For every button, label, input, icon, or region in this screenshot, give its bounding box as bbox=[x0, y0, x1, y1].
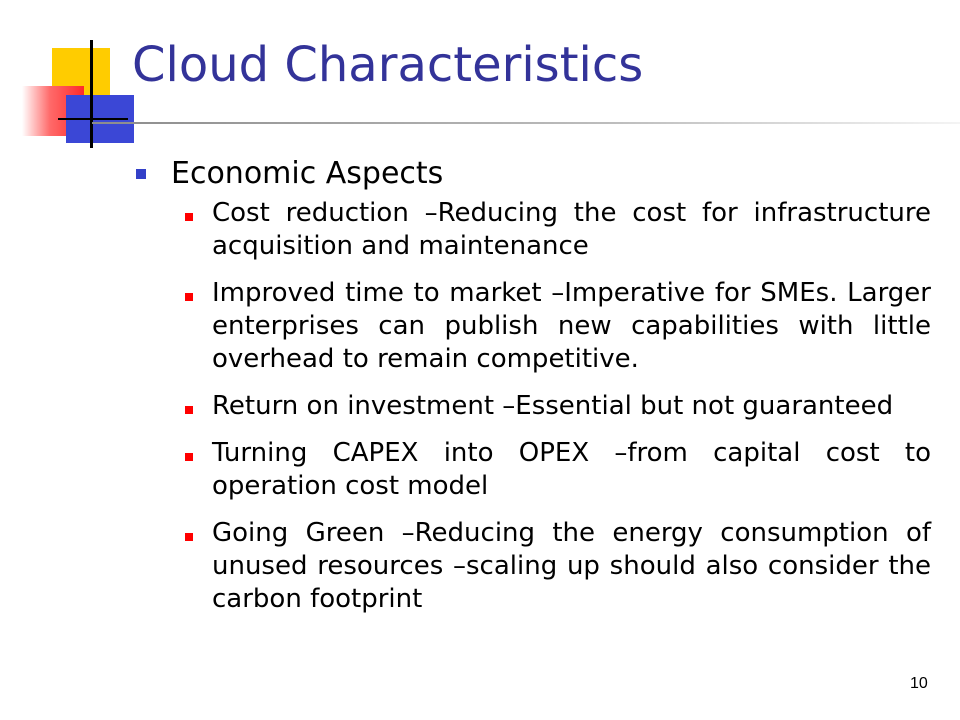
economic-aspects-list bbox=[0, 197, 931, 630]
square-bullet-icon bbox=[185, 213, 193, 221]
list-item bbox=[0, 437, 931, 503]
slide-title: Cloud Characteristics bbox=[132, 37, 644, 93]
list-item-text: Return on investment –Essential but not guaranteed bbox=[212, 391, 894, 421]
square-bullet-icon bbox=[185, 406, 193, 414]
square-bullet-icon bbox=[185, 453, 193, 461]
list-item-text: Improved time to market –Imperative for SMEs. Larger enterprises can publish new capabilities with little overhead to remain competitive. bbox=[212, 278, 931, 374]
level1-bullet-icon bbox=[136, 169, 146, 179]
list-item bbox=[0, 277, 931, 376]
list-item bbox=[0, 197, 931, 263]
economic-aspects-heading: Economic Aspects bbox=[171, 156, 444, 191]
list-item-text: Turning CAPEX into OPEX –from capital cost to operation cost model bbox=[212, 438, 931, 501]
title-underline bbox=[92, 122, 960, 124]
list-item-text: Cost reduction –Reducing the cost for infrastructure acquisition and maintenance bbox=[212, 198, 931, 261]
square-bullet-icon bbox=[185, 293, 193, 301]
page-number: 10 bbox=[910, 675, 928, 692]
list-item bbox=[0, 517, 931, 616]
square-bullet-icon bbox=[185, 533, 193, 541]
list-item bbox=[0, 390, 931, 423]
logo-vertical-line bbox=[90, 40, 93, 148]
logo-horizontal-line bbox=[58, 118, 128, 120]
list-item-text: Going Green –Reducing the energy consumption of unused resources –scaling up should also consider the carbon footprint bbox=[212, 518, 931, 614]
